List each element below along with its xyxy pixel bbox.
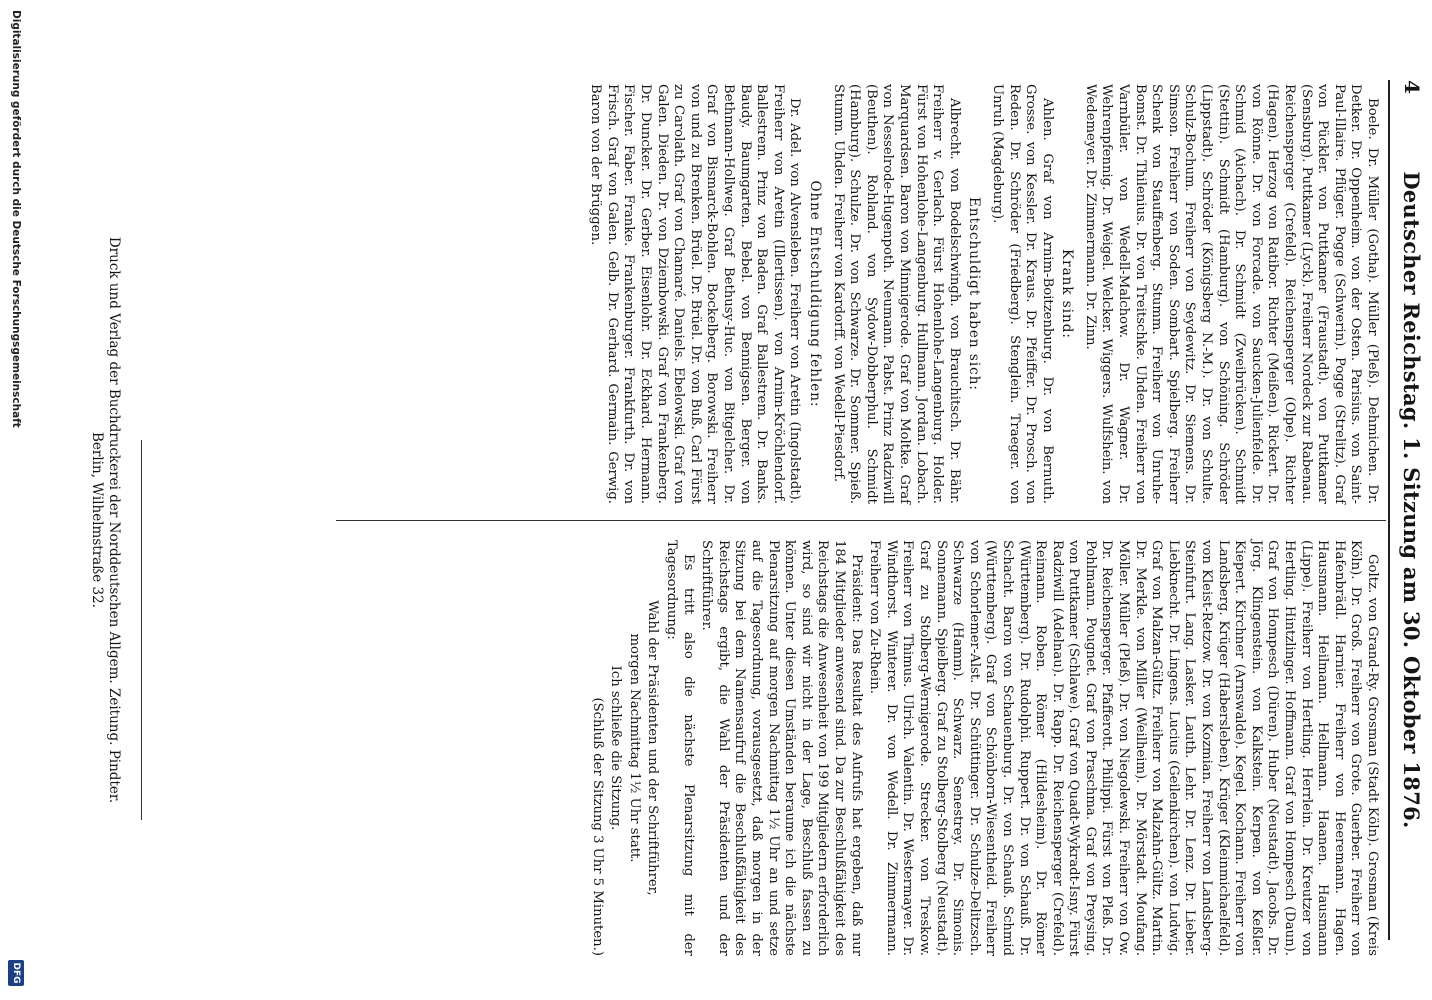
section-heading-krank: Krank sind: (1059, 249, 1076, 339)
agenda-time: morgen Nachmittag 1½ Uhr statt. (626, 633, 642, 863)
excused-members-paragraph: Albrecht. von Bodelschwingh. von Brauchitsch. Dr. Bähr. Freiherr v. Gerlach. Fürst Hohenlohe-Langenburg. Holder. Fürst von Hohenlohe-Langenburg. Hullmann. Jordan. Lobach. Marquardsen. Baron von Minnigerode. Graf von Moltke. Graf von Nesselrode-Hugenpoth. Neumann. Pabst. Prinz Radziwill (Beuthen). Rohland. von Sydow-Dobberphul. Schmidt (Hamburg). Schulze. Dr. von Schwarze. Dr. Sommer. Spieß. Stumm. Uhden. Freiherr von Kardorff. von Wedell-Piesdorf. (830, 84, 962, 504)
page-title: Deutscher Reichstag. 1. Sitzung am 30. Oktober 1876. (1399, 171, 1424, 829)
imprint-line-1: Druck und Verlag der Buchdruckerei der Norddeutschen Allgem. Zeitung. Pindter. (106, 236, 122, 804)
right-column (586, 540, 1380, 956)
page-header (1392, 0, 1424, 1000)
page-number: 4 (1400, 80, 1424, 94)
section-heading-ohne-entschuldigung: Ohne Entschuldigung fehlen: (807, 180, 823, 408)
section-heading-entschuldigt: Entschuldigt haben sich: (966, 197, 983, 391)
session-end-note: (Schluß der Sitzung 3 Uhr 5 Minuten.) (589, 697, 605, 956)
bottom-rule (141, 440, 142, 820)
left-column (585, 84, 1380, 504)
agenda-item: Wahl der Präsidenten und der Schriftführer, (645, 600, 661, 896)
dfg-logo-icon: DFG (8, 960, 24, 986)
member-list-continued-paragraph: Goltz. von Grand-Ry. Grosman (Stadt Köln). Grosman (Kreis Köln). Dr. Groß. Freiherr von Grote. Guerber. Freiherr von Hafenbrädl. Harnier. Freiherr von Heeremann. Hagen. Hausmann. Heilmann. Hellmann. Haanen. Hausmann (Lippe). Freiherr von Hertling. Herrlein. Dr. Kreutzer von Hertling. Hintzlinger. Hoffmann. Graf von Hompesch (Daun). Graf von Hompesch (Düren). Huber (Neustadt). Jacobs. Dr. Jörg. Klingenstein. von Kalkstein. Kerpen. von Keßler. Kiepert. Kirchner (Arnswalde). Kegel. Kochann. Freiherr von Landsberg. Krüger (Habersleben). Krüger (Kleinmichaelfeld). von Kleist-Retzow. Dr. von Kozmian. Freiherr von Landsberg-Steinfurt. Lang. Lasker. Lauth. Lehr. Dr. Lenz. Dr. Lieber. Liebknecht. Dr. Lingens. Lucius (Geilenkirchen). von Ludwig. Graf von Malzan-Gültz. Freiherr von Malzahn-Gültz. Martin. Dr. Merkle. von Miller (Weilheim). Dr. Mörstadt. Moufang. Möller. Müller (Pleß). Dr. von Niegolewski. Freiherr von Ow. Dr. Reichensperger. Pfafferott. Philippi. Fürst von Pleß. Dr. Pohlmann. Pougnet. Graf von Praschma. Graf von Preysing. von Puttkamer (Schlawe). Graf von Quadt-Wykradt-Isny. Fürst Radziwill (Adelnau). Dr. Rapp. Dr. Reichensperger (Crefeld). Reimann. Roben. Römer (Hildesheim). Dr. Römer (Württemberg). Dr. Rudolphi. Ruppert. Dr. von Schauß. Dr. Schacht. Baron von Schauenburg. Dr. von Schauß. Schmid (Württemberg). Graf von Schönborn-Wiesentheid. Freiherr von Schorlemer-Alst. Dr. Schüttinger. Dr. Schulze-Delitzsch. Schwarze (Hamm). Schwarz. Senestrey. Dr. Simonis. Sonnemann. Spielberg. Graf zu Stolberg-Stolberg (Neustadt). Graf zu Stolberg-Wernigerode. Strecker. von Treskow. Freiherr von Thimus. Ulrich. Valentin. Dr. Westermayer. Dr. Windthorst. Winterer. Dr. von Wedell. Dr. Zimmermann. Freiherr von Zu-Rhein. (867, 540, 1380, 956)
absent-members-paragraph: Dr. Adel. von Alvensleben. Freiherr von Aretin (Ingolstadt). Freiherr von Aretin (Illertissen). von Arnim-Kröchlendorf. Ballestrem. Prinz von Baden. Graf Ballestrem. Dr. Banks. Baudy. Baumgarten. Bebel. von Bennigsen. Berger. von Bethmann-Hollweg. Graf Bethusy-Huc. von Bitgelcher. Dr. Graf von Bismarck-Bohlen. Bockelberg. Borowski. Freiherr von und zu Brenken. Brüel. Dr. Brüel. Dr. von Buß. Carl Fürst zu Carolath. Graf von Chamaré. Daniels. Ebelowski. Graf von Galen. Dieden. Dr. von Dziembowski. Graf von Frankenberg. Dr. Duncker. Dr. Gerber. Eisenlohr. Dr. Eckhard. Hermann. Fischer. Faber. Franke. Frankenburger. Frankfurth. Dr. von Frisch. Graf von Galen. Gelb. Dr. Gerhard. Germain. Gerwig. Baron von der Brüggen. (588, 84, 803, 504)
imprint (88, 110, 122, 930)
footer-credit: Digitalisierung gefördert durch die Deutsche Forschungsgemeinschaft (10, 10, 22, 428)
member-list-paragraph: Boele. Dr. Müller (Gotha). Müller (Pleß). Dehmichen. Dr. Detker. Dr. Oppenheim. von der Osten. Parisius. von Saint-Paul-Illaire. Pflüger. Pogge (Schwerin). Pogge (Strelitz). Graf von Pückler. von Puttkamer (Fraustadt). von Puttkamer (Sensburg). Puttkamer (Lyck). Freiherr Nordeck zur Rabenau. Reichensperger (Crefeld). Reichensperger (Olpe). Richter (Hagen). Herzog von Ratibor. Richter (Meißen). Rickert. Dr. von Rönne. Dr. von Forcade. von Saucken-Julienfelde. Dr. Schmid (Aichach). Dr. Schmidt (Zweibrücken). Schmidt (Stettin). Schmidt (Hamburg). von Schöning. Schröder (Lippstadt). Schröder (Königsberg N.-M.). Dr. von Schulte. Schulz-Bochum. Freiherr von Seydewitz. Dr. Siemens. Dr. Simson. Freiherr von Soden. Sombart. Spielberg. Freiherr Schenk von Stauffenberg. Stumm. Freiherr von Unruhe-Bomst. Dr. Thilenius. Dr. von Treitschke. Uhden. Freiherr von Varnbüler. von Wedell-Malchow. Dr. Wagner. Dr. Wehrenpfennig. Dr. Weigel. Welcker. Wiggers. Wulfshein. von Wedemeyer. Dr. Zimmermann. Dr. Zinn. (1082, 84, 1380, 504)
sick-members-paragraph: Ahlen. Graf von Arnim-Boitzenburg. Dr. von Bernuth. Grosse. von Kessler. Dr. Kraus. Dr. Pfeiffer. Dr. Prosch. von Reden. Dr. Schröder (Friedberg). Stenglein. Traeger. von Unruh (Magdeburg). (989, 84, 1055, 504)
closing-statement: Ich schließe die Sitzung. (608, 665, 624, 831)
header-rule (1388, 80, 1390, 940)
president-statement: Präsident: Das Resultat des Aufrufs hat ergeben, daß nur 184 Mitglieder anwesend sind. Da zur Beschlußfähigkeit des Reichstags die Anwesenheit von 199 Mitgliedern erforderlich wird, so sind wir nicht in der Lage, Beschluß fassen zu können. Unter diesen Umständen beraume ich die nächste Plenarsitzung auf morgen Nachmittag 1½ Uhr an und setze auf die Tagesordnung, vorausgesetzt, daß morgen in der Sitzung bei dem Namensaufruf die Beschlußfähigkeit des Reichstags ergibt, die Wahl der Präsidenten und der Schriftführer. (699, 540, 864, 956)
agenda-intro: Es tritt also die nächste Plenarsitzung mit der Tagesordnung: (664, 540, 696, 956)
imprint-line-2: Berlin, Wilhelmstraße 32. (89, 432, 105, 608)
column-divider (336, 520, 1386, 521)
